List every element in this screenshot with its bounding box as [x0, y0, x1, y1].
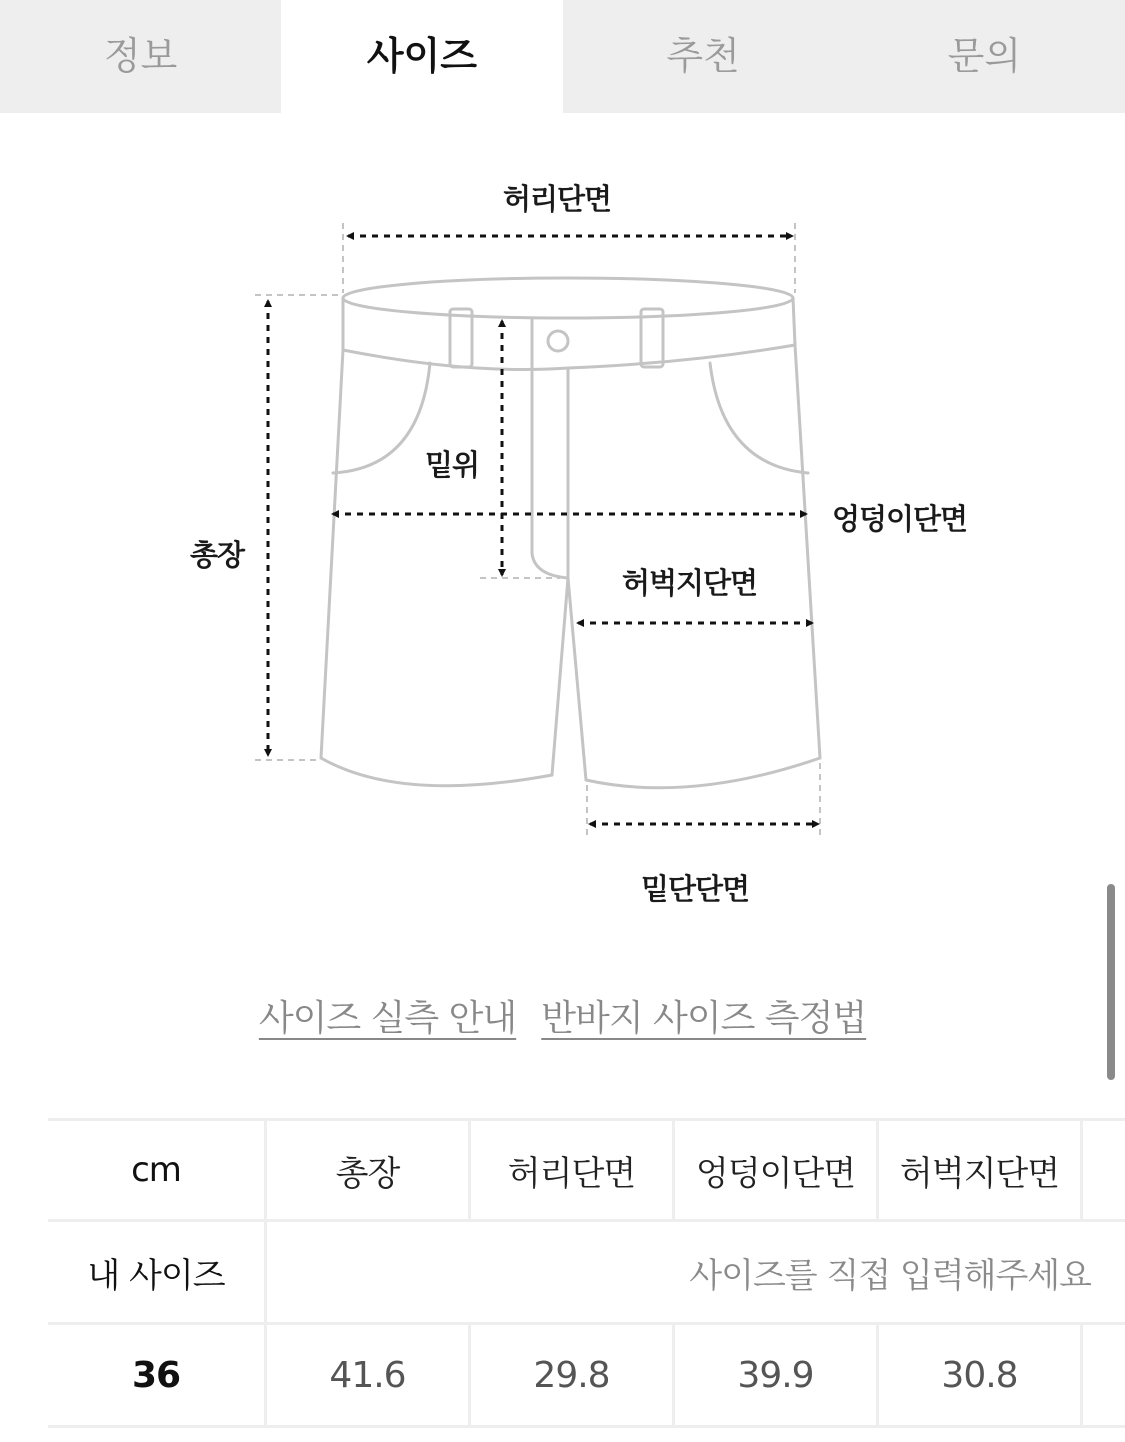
- size-guide-link[interactable]: 사이즈 실측 안내: [258, 998, 517, 1039]
- tab-size[interactable]: 사이즈: [281, 0, 562, 113]
- label-thigh: 허벅지단면: [622, 566, 758, 600]
- table-cell: 30.8: [879, 1325, 1083, 1425]
- guide-lines: [255, 223, 820, 835]
- size-diagram: [0, 113, 1125, 943]
- guide-links: [0, 990, 1125, 1041]
- size-table: [48, 1118, 1125, 1428]
- my-size-input[interactable]: 사이즈를 직접 입력해주세요: [689, 1255, 1091, 1296]
- measure-arrows: [268, 236, 818, 824]
- label-waist: 허리단면: [503, 182, 612, 216]
- shorts-outline: [321, 278, 820, 788]
- table-cell-overflow: [1083, 1325, 1125, 1425]
- my-size-row: [48, 1222, 1125, 1325]
- tab-info[interactable]: 정보: [0, 0, 281, 113]
- column-header: 허벅지단면: [879, 1121, 1083, 1219]
- tab-bar: [0, 0, 1125, 113]
- column-header: 엉덩이단면: [675, 1121, 879, 1219]
- label-total-length: 총장: [190, 538, 245, 572]
- label-rise: 밑위: [425, 448, 480, 482]
- unit-header: cm: [48, 1121, 267, 1219]
- scrollbar[interactable]: [1107, 884, 1115, 1080]
- table-cell: 29.8: [471, 1325, 675, 1425]
- table-cell: 41.6: [267, 1325, 471, 1425]
- tab-recommend[interactable]: 추천: [563, 0, 844, 113]
- label-hip: 엉덩이단면: [832, 502, 968, 536]
- label-hem: 밑단단면: [641, 872, 750, 906]
- table-row: [48, 1325, 1125, 1428]
- tab-inquiry[interactable]: 문의: [844, 0, 1125, 113]
- column-header-overflow: [1083, 1121, 1125, 1219]
- measure-method-link[interactable]: 반바지 사이즈 측정법: [541, 998, 867, 1039]
- table-header-row: [48, 1118, 1125, 1222]
- column-header: 허리단면: [471, 1121, 675, 1219]
- size-label: 36: [48, 1325, 267, 1425]
- table-cell: 39.9: [675, 1325, 879, 1425]
- column-header: 총장: [267, 1121, 471, 1219]
- my-size-label: 내 사이즈: [48, 1222, 267, 1322]
